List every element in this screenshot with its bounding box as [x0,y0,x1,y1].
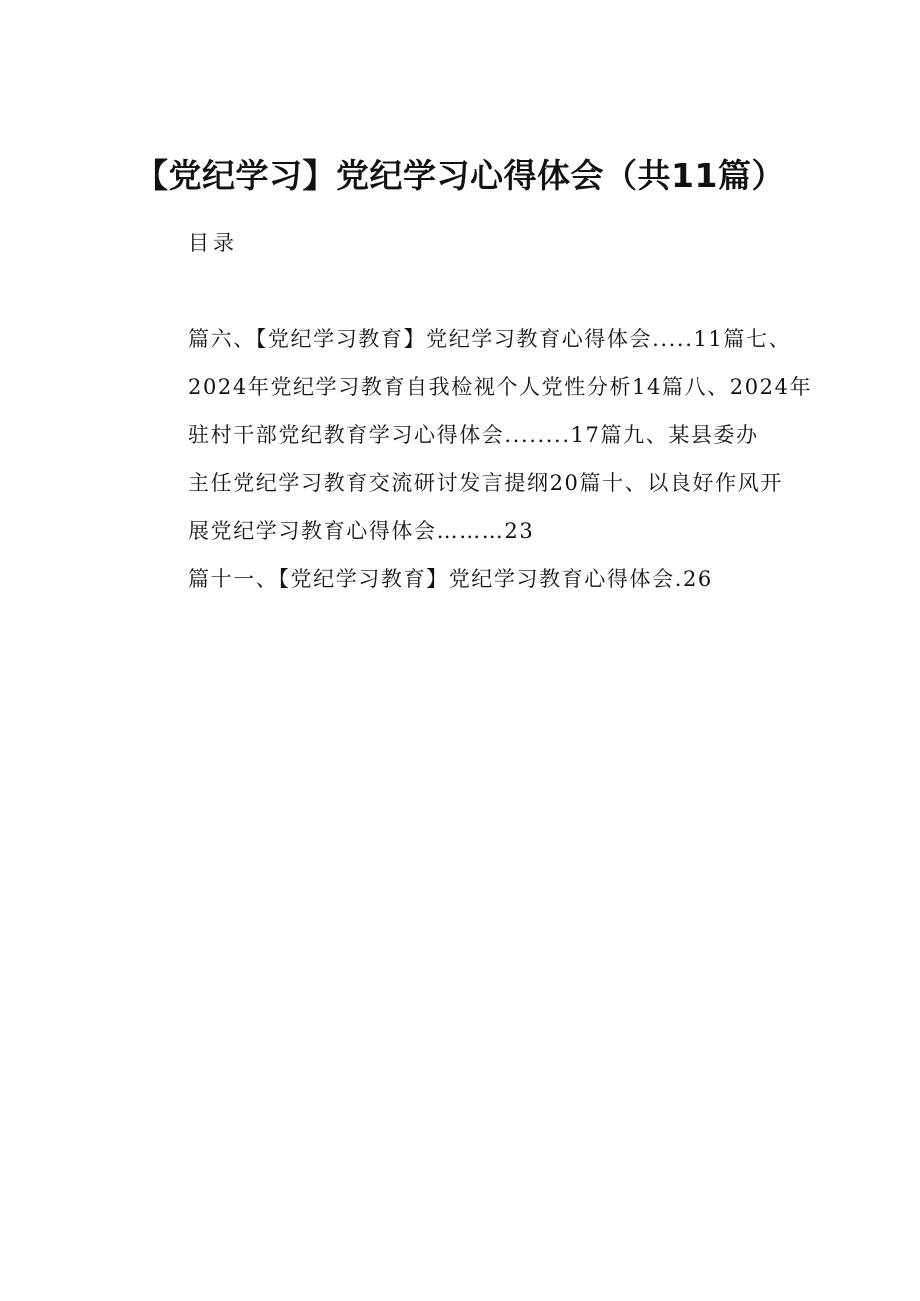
table-of-contents [188,315,813,603]
toc-line: 驻村干部党纪教育学习心得体会........17篇九、某县委办 [188,423,759,447]
toc-heading: 目录 [188,231,238,255]
toc-line: 篇六、【党纪学习教育】党纪学习教育心得体会.....11篇七、 [188,327,792,351]
toc-line: 展党纪学习教育心得体会………23 [188,519,535,543]
toc-line: 篇十一、【党纪学习教育】党纪学习教育心得体会.26 [188,567,713,591]
toc-line: 主任党纪学习教育交流研讨发言提纲20篇十、以良好作风开 [188,471,783,495]
document-title: 【党纪学习】党纪学习心得体会（共11篇） [135,156,785,195]
toc-line: 2024年党纪学习教育自我检视个人党性分析14篇八、2024年 [188,375,813,399]
